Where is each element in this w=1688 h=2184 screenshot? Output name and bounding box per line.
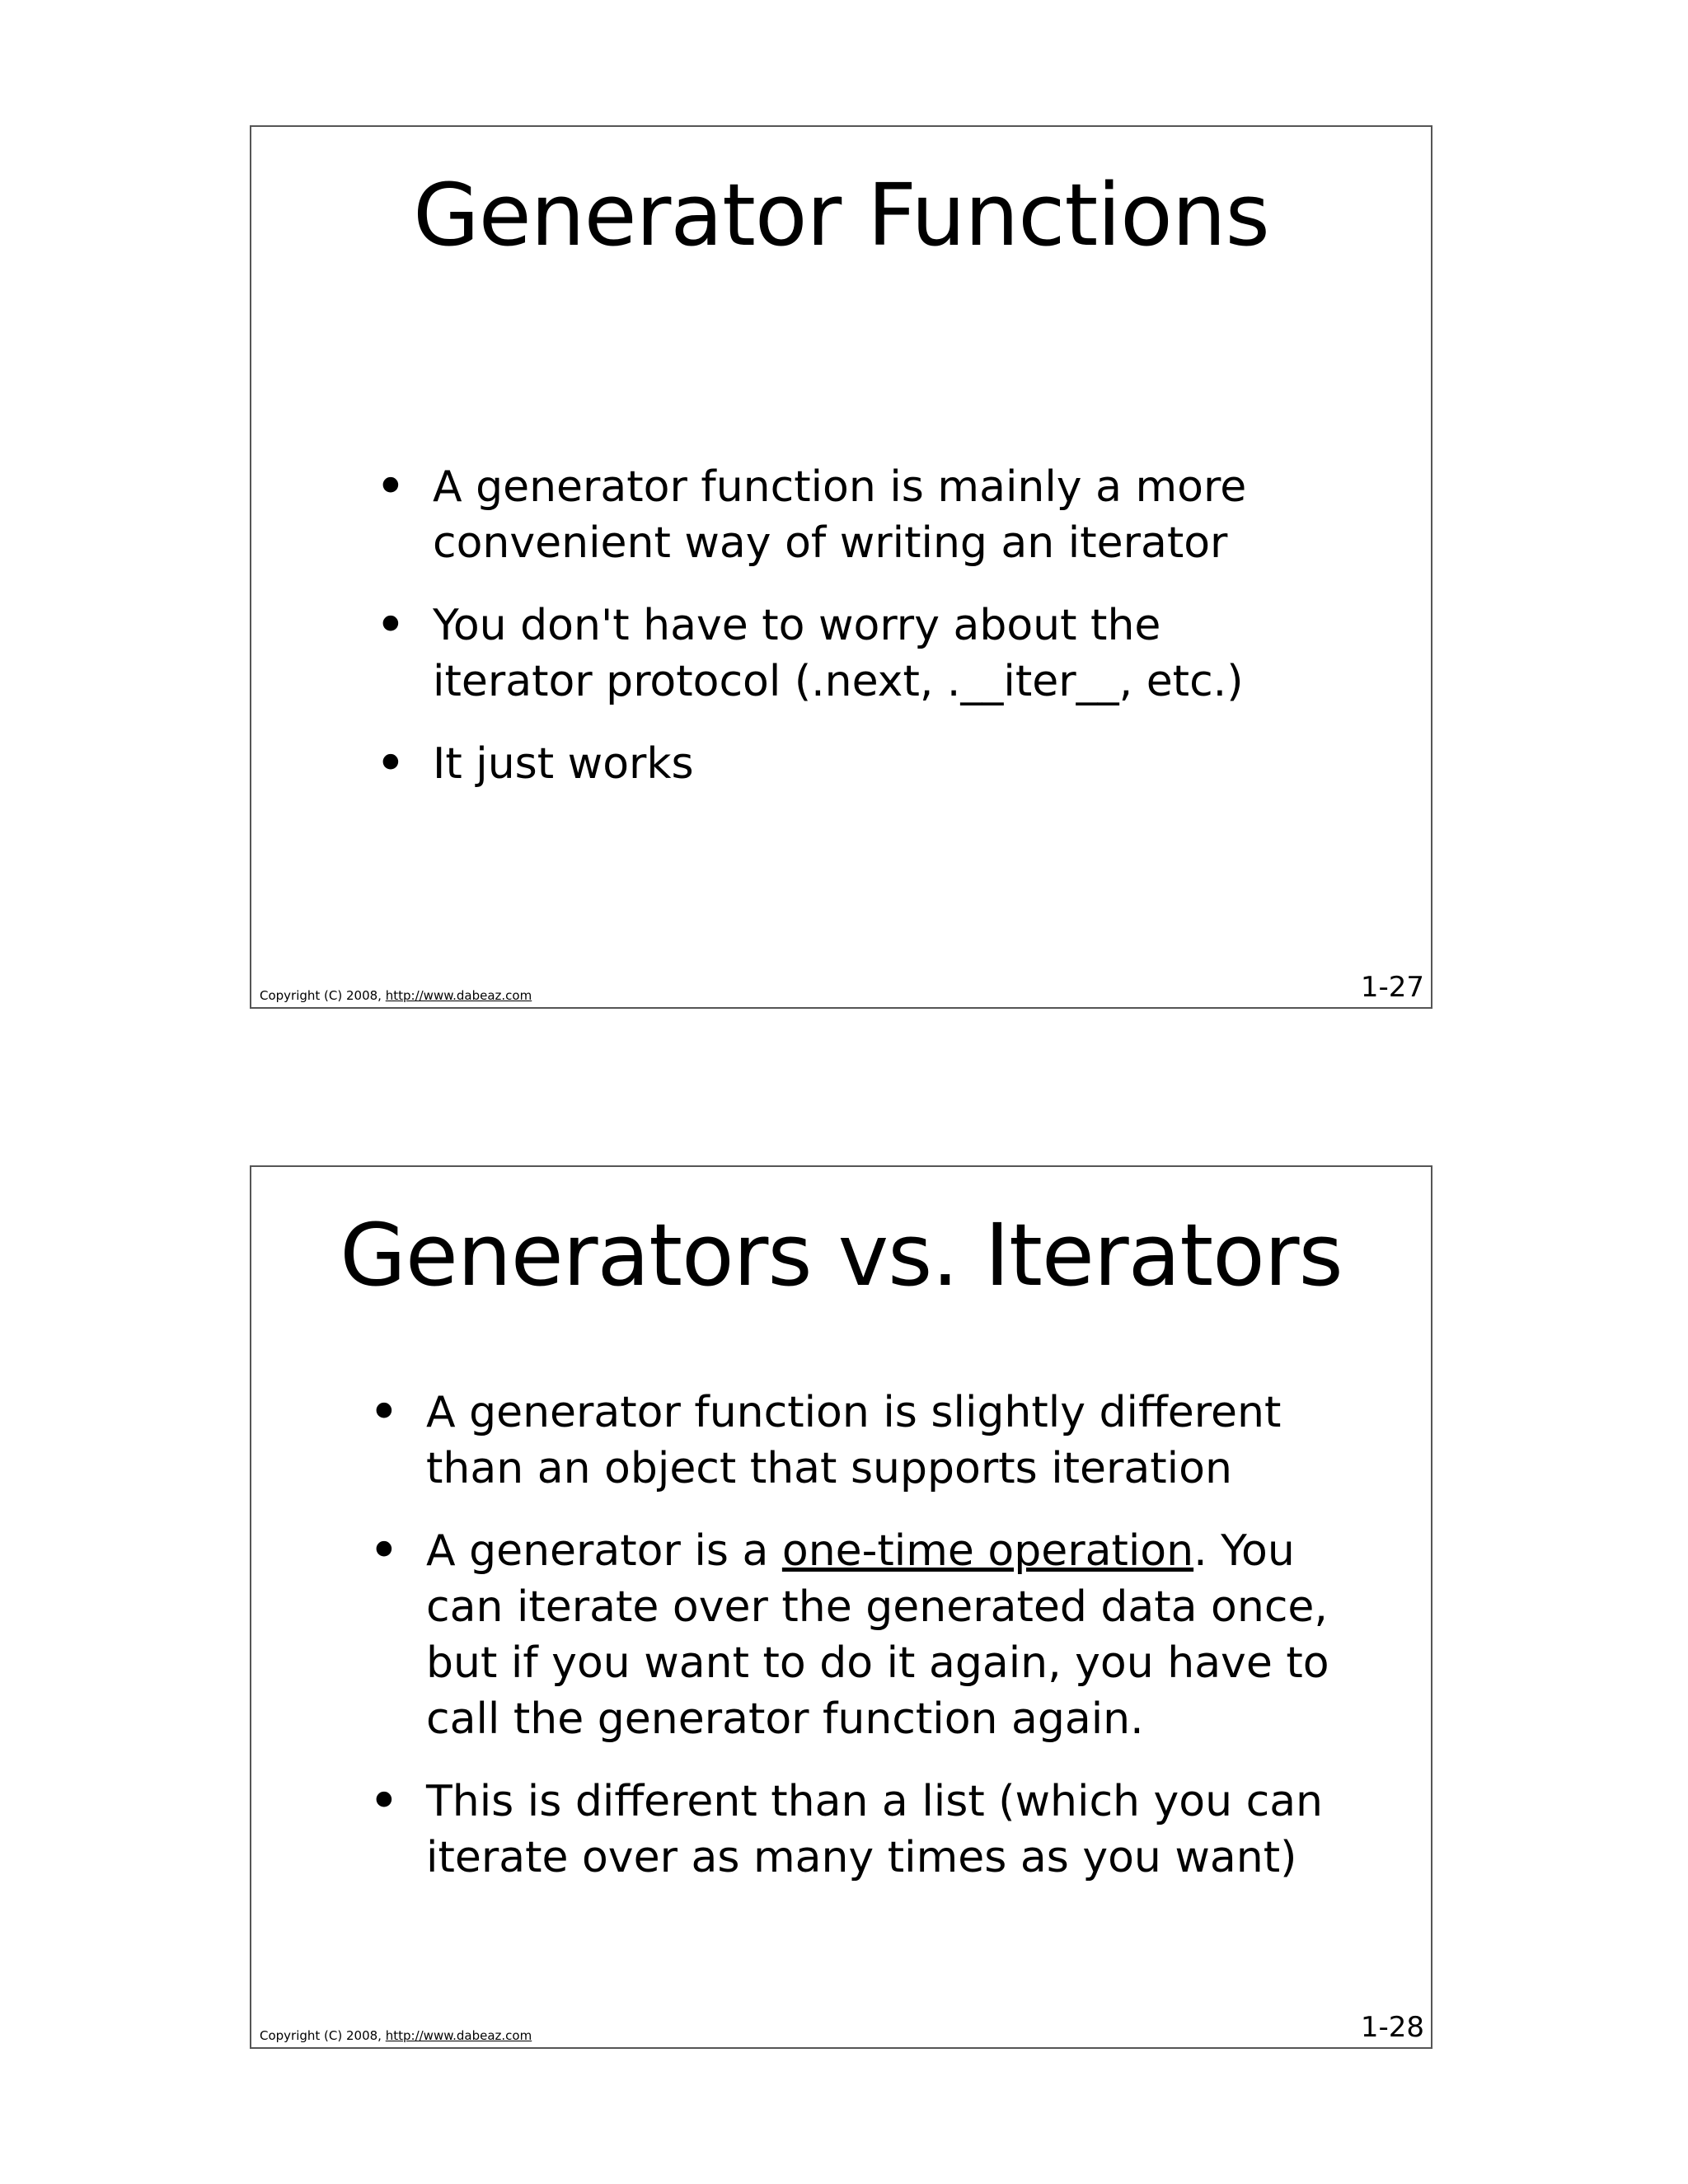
bullet-item: [375, 733, 1331, 794]
bullet-text: A generator function is slightly different than an object that supports iteration: [426, 1388, 1282, 1493]
slide-title: Generators vs. Iterators: [340, 1205, 1343, 1305]
slide-title: Generator Functions: [413, 165, 1269, 265]
bullet-item: [368, 1771, 1357, 1886]
bullet-text-before: A generator is a: [426, 1526, 782, 1576]
bullet-icon: •: [368, 1382, 400, 1443]
bullet-item: [375, 459, 1331, 571]
copyright-footer: [260, 2027, 532, 2044]
bullet-icon: •: [368, 1521, 400, 1582]
footer-url-link[interactable]: http://www.dabeaz.com: [385, 988, 532, 1003]
bullet-icon: •: [368, 1771, 400, 1832]
copyright-text: Copyright (C) 2008,: [260, 988, 382, 1003]
page-number: 1-28: [1360, 2011, 1424, 2044]
bullet-text: [426, 1526, 1329, 1744]
bullet-text-after: . You can iterate over the generated data once, but if you want to do it again, you have to call the generator function again.: [426, 1526, 1329, 1744]
bullet-item: [368, 1523, 1357, 1747]
slide-1-27: [250, 125, 1432, 1009]
bullet-icon: •: [375, 595, 406, 656]
bullet-text-underlined: one-time operation: [781, 1526, 1194, 1576]
bullet-text: A generator function is mainly a more convenient way of writing an iterator: [433, 462, 1247, 568]
footer-url-link[interactable]: http://www.dabeaz.com: [385, 2028, 532, 2043]
copyright-footer: [260, 987, 532, 1004]
bullet-item: [368, 1382, 1357, 1497]
slide-1-28: [250, 1165, 1432, 2049]
copyright-text: Copyright (C) 2008,: [260, 2028, 382, 2043]
bullet-item: [375, 595, 1331, 710]
bullet-icon: •: [375, 733, 406, 794]
page-number: 1-27: [1360, 971, 1424, 1004]
bullet-text: This is different than a list (which you can iterate over as many times as you want): [426, 1777, 1324, 1882]
bullet-list: [375, 459, 1331, 818]
bullet-text: You don't have to worry about the iterator protocol (.next, .__iter__, etc.): [433, 601, 1244, 706]
bullet-icon: •: [375, 457, 406, 518]
bullet-list: [368, 1382, 1357, 1912]
bullet-text: It just works: [433, 739, 694, 789]
